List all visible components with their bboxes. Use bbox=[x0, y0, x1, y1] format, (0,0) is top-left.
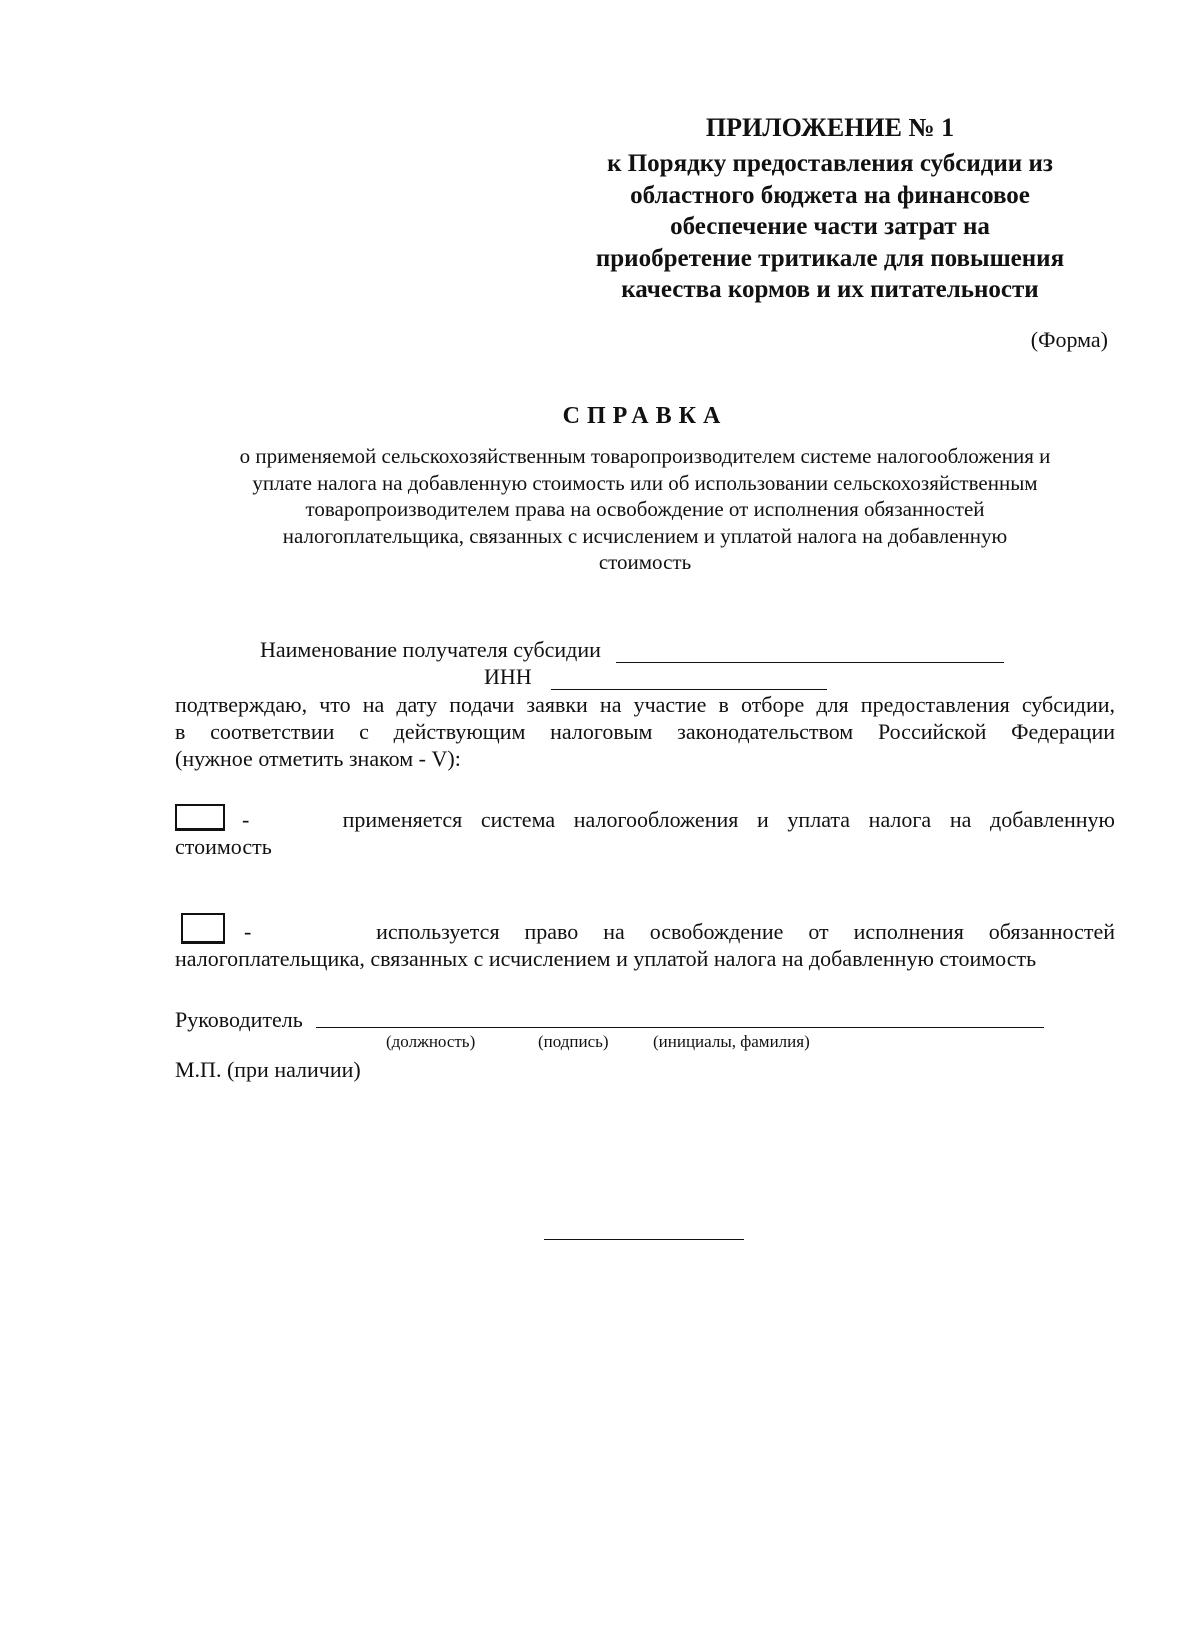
confirmation-line: подтверждаю, что на дату подачи заявки на участие в отборе для предоставления субсидии, bbox=[175, 692, 1115, 717]
subtitle-line: налогоплательщика, связанных с исчислением и уплатой налога на добавленную bbox=[282, 523, 1008, 548]
end-separator bbox=[544, 1239, 744, 1240]
option-2-line: - используется право на освобождение от исполнения обязанностей bbox=[244, 919, 1115, 944]
subtitle-line: товаропроизводителем права на освобождение от исполнения обязанностей bbox=[305, 497, 985, 522]
option-1-text bbox=[242, 806, 1115, 833]
inn-label: ИНН bbox=[484, 664, 532, 689]
form-label: (Форма) bbox=[1030, 327, 1108, 352]
subtitle-line: стоимость bbox=[598, 550, 692, 575]
confirmation-line: в соответствии с действующим налоговым законодательством Российской Федерации bbox=[175, 719, 1115, 744]
name-caption: (инициалы, фамилия) bbox=[653, 1032, 810, 1051]
recipient-field[interactable] bbox=[616, 638, 1004, 663]
inn-row bbox=[484, 664, 827, 690]
option-1-line: - применяется система налогообложения и уплата налога на добавленную bbox=[242, 807, 1115, 832]
recipient-label: Наименование получателя субсидии bbox=[260, 637, 601, 662]
appendix-line: качества кормов и их питательности bbox=[621, 276, 1039, 303]
recipient-row bbox=[260, 637, 1004, 663]
position-caption: (должность) bbox=[386, 1032, 476, 1051]
subtitle-line: о применяемой сельскохозяйственным товаропроизводителем системе налогообложения и bbox=[239, 444, 1051, 468]
option-2-checkbox[interactable] bbox=[181, 913, 225, 944]
appendix-line: к Порядку предоставления субсидии из bbox=[607, 150, 1053, 177]
subtitle-line: уплате налога на добавленную стоимость или об использовании сельскохозяйственным bbox=[252, 470, 1038, 495]
option-1-checkbox[interactable] bbox=[175, 804, 225, 831]
signature-label: Руководитель bbox=[175, 1007, 303, 1032]
appendix-title: ПРИЛОЖЕНИЕ № 1 bbox=[705, 113, 955, 142]
document-title: СПРАВКА bbox=[562, 403, 728, 429]
signature-caption: (подпись) bbox=[538, 1032, 609, 1051]
appendix-line: приобретение тритикале для повышения bbox=[595, 244, 1065, 272]
stamp-placeholder: М.П. (при наличии) bbox=[175, 1057, 361, 1082]
option-2-continuation: налогоплательщика, связанных с исчислением и уплатой налога на добавленную стоимость bbox=[175, 946, 1037, 971]
appendix-line: обеспечение части затрат на bbox=[670, 213, 990, 240]
inn-field[interactable] bbox=[551, 667, 827, 690]
confirmation-text bbox=[175, 691, 1115, 772]
option-2-text bbox=[244, 918, 1115, 945]
confirmation-line: (нужное отметить знаком - V): bbox=[175, 746, 461, 771]
appendix-header bbox=[560, 112, 1100, 306]
signature-line[interactable] bbox=[316, 1027, 1044, 1028]
appendix-line: областного бюджета на финансовое bbox=[630, 181, 1030, 209]
document-subtitle bbox=[170, 443, 1120, 576]
option-1-continuation: стоимость bbox=[175, 834, 272, 859]
